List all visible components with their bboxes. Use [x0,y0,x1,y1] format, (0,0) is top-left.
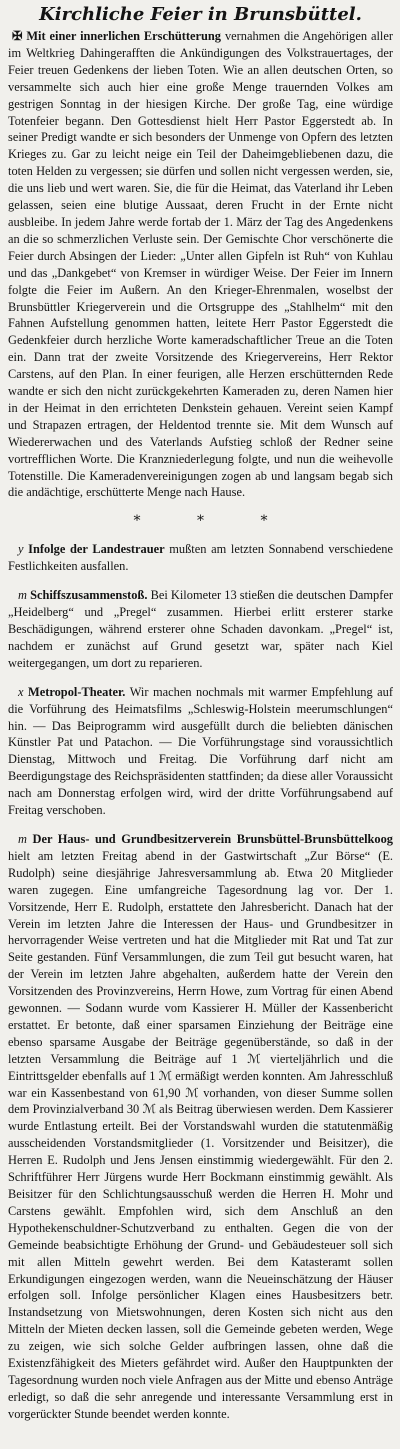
news-item-landestrauer [8,541,393,575]
article-lead: ✠ Mit einer innerlichen Erschütterung [12,29,222,43]
item-headline: Infolge der Landestrauer [28,542,165,557]
item-text: Wir machen nochmals mit warmer Empfehlung auf die Vorführung des Heimatsfilms „Schleswig-Holstein meerumschlungen“ hin. — Das Beiprogramm wird ausgefüllt durch die beliebten dänischen Künstler Pat und Patachon. — Die Vorführungstage sind voraussichtlich Dienstag, Mittwoch und Freitag. Die Vorführung darf nicht am Beerdigungstage des Reichspräsidenten stattfinden; da diese aller Voraussicht nach am Donnerstag erfolgen wird, wird der dritte Vorführungsabend auf Freitag verschoben. [8,684,393,818]
item-text: hielt am letzten Freitag abend in der Gastwirtschaft „Zur Börse“ (E. Rudolph) seine diesjährige Jahresversammlung ab. Etwa 20 Mitglieder waren zugegen. Eine umfangreiche Tagesordnung lag vor. Der 1. Vorsitzende, Herr E. Rudolph, erstattete den Jahresbericht. Danach hat der Verein im letzten Jahre die Interessen der Haus- und Grundbesitzer in hervorragender Weise vertreten und hat die Mitglieder mit Rat und Tat zur Seite gestanden. Fünf Versammlungen, die zum Teil gut besucht waren, hat der Verein im letzten Jahre abgehalten, außerdem hatte der Verein den Vorsitzenden des Provinzvereins, Herrn Howe, zum Vortrag für einen Abend gewonnen. — Sodann wurde vom Kassierer H. Müller der Kassenbericht erstattet. Er betonte, daß einer sparsamen Einziehung der Beiträge eine ebenso sparsame Ausgabe der Beiträge gegenüberstände, so daß in der letzten Versammlung die Beiträge auf 1 ℳ vierteljährlich und die Eintrittsgelder ebenfalls auf 1 ℳ ermäßigt werden konnten. Am Jahresschluß war ein Kassenbestand von 61,90 ℳ vorhanden, von dieser Summe sollen dem Provinzialverband 30 ℳ als Beitrag überwiesen werden. Dem Kassierer wurde Entlastung erteilt. Bei der Vorstandswahl wurden die statutenmäßig ausscheidenden Vorstandsmitglieder (1. Vorsitzender und Beisitzer), die Herren E. Rudolph und Jens Jensen einstimmig wiedergewählt. Für den 2. Schriftführer Herr Jürgens wurde Herr Bockmann einstimmig gewählt. Als Beisitzer für den Schlichtungsausschuß werden die Herren H. Mohr und Carstens gewählt. Empfohlen wird, sich dem Anschluß an den Hypothekenschuldner-Schutzverband zu enthalten. Gegen die von der Gemeinde beabsichtigte Erhöhung der Grund- und Gebäudesteuer soll sich mit allen Mitteln gewehrt werden. Bei dem Katasteramt sollen Erkundigungen eingezogen werden, wann die Neueinschätzung der Häuser erfolgen soll. Infolge persönlicher Klagen eines Hausbesitzers betr. Instandsetzung von Mietswohnungen, deren Kosten sich nicht aus den Mitteln der Mieten decken lassen, soll die Gemeinde gebeten werden, Wege zu zeigen, wie sich solche Gelder aufbringen lassen, ohne daß die Existenzfähigkeit des Mieters gefährdet wird. Außer den Hauptpunkten der Tagesordnung wurden noch viele Anfragen aus der Mitte und ebenso Anträge erledigt, so daß die sehr anregende und interessante Versammlung erst in vorgerückter Stunde beendet werden konnte. [8,848,393,1421]
item-text: Bei Kilometer 13 stießen die deutschen Dampfer „Heidelberg“ und „Pregel“ zusammen. Hierbei erlitt ersterer starke Beschädigungen, während ersterer ohne Schaden davonkam. „Pregel“ ist, nachdem er zunächst auf Grund gesetzt war, später nach Kiel weitergegangen, um dort zu reparieren. [8,588,393,670]
item-text: mußten am letzten Sonnabend verschiedene Festlichkeiten ausfallen. [8,542,393,574]
news-item-grundbesitzerverein [8,831,393,1423]
item-mark: y [18,542,24,557]
article-body-text: vernahmen die Angehörigen aller im Weltkrieg Dahingerafften die Ankündigungen des Volkstrauertages, der Feier treuen Gedenkens der lieben Toten. Wie an allen deutschen Orten, so versammelte sich auch hier eine große Menge trauernden Volkes am gestrigen Sonntag in der hiesigen Kirche. Der große Tag, eine würdige Totenfeier begann. Den Gottesdienst hielt Herr Pastor Eggerstedt ab. In seiner Predigt wandte er sich besonders der Unmenge von Opfern des letzten Krieges zu. Gar zu leicht neige ein Teil der Daheimgebliebenen dazu, die toten Helden zu vergessen; sie dürfen und sollen nicht vergessen werden, sie, die uns lieb und wert waren. Sie, die für die Heimat, das Vaterland ihr Leben gelassen, seien eine blutige Aussaat, deren Frucht in der Ernte nicht ausbleibe. In jedem Jahre werde fortab der 1. März der Tag des Angedenkens an die so schmerzlichen Verluste sein. Der Gemischte Chor verschönerte die Feier durch Absingen der Lieder: „Unter allen Gipfeln ist Ruh“ von Kuhlau und das „Dankgebet“ von Kremser in würdiger Weise. Der Feier im Innern folgte die Feier im Außern. An den Krieger-Ehrenmalen, woselbst der Brunsbüttler Kriegerverein und die Ortsgruppe des „Stahlhelm“ mit den Fahnen Aufstellung genommen hatten, leitete Herr Pastor Eggerstedt die Gedenkfeier durch herzliche Worte kameradschaftlicher Treue an die Toten ein. Dann trat der zweite Vorsitzende des Kriegervereins, Herr Rektor Carstens, auf den Plan. In einer feurigen, alle Herzen erschütternden Rede wandte er sich den nicht zurückgekehrten Kameraden zu, deren Namen hier in der Heimat in den errichteten Denkstein gehauen. Vereint seien Kampf und Strapazen ertragen, der Heldentod trennte sie. Mit dem Wunsch auf Wiedererwachen und des Vaterlands Aufstieg schloß der Redner seine vortrefflichen Worte. Die Kranzniederlegung folgte, und nun die weihevolle Totenstille. Die Kameradenvereinigungen zogen ab und langsam begab sich die andächtige, erschütterte Menge nach Hause. [8,29,393,500]
item-mark: m [18,831,27,846]
section-separator: * * * [133,513,294,530]
news-item-schiffszusammenstoss [8,587,393,672]
article-body [8,28,393,501]
item-headline: Schiffszusammenstoß. [30,588,148,603]
article-title: Kirchliche Feier in Brunsbüttel. [39,4,362,25]
item-mark: x [18,684,24,699]
news-item-metropol-theater [8,684,393,819]
item-mark: m [18,588,27,603]
item-headline: Metropol-Theater. [28,684,126,699]
item-headline: Der Haus- und Grundbesitzerverein Brunsbüttel-Brunsbüttelkoog [32,831,393,846]
